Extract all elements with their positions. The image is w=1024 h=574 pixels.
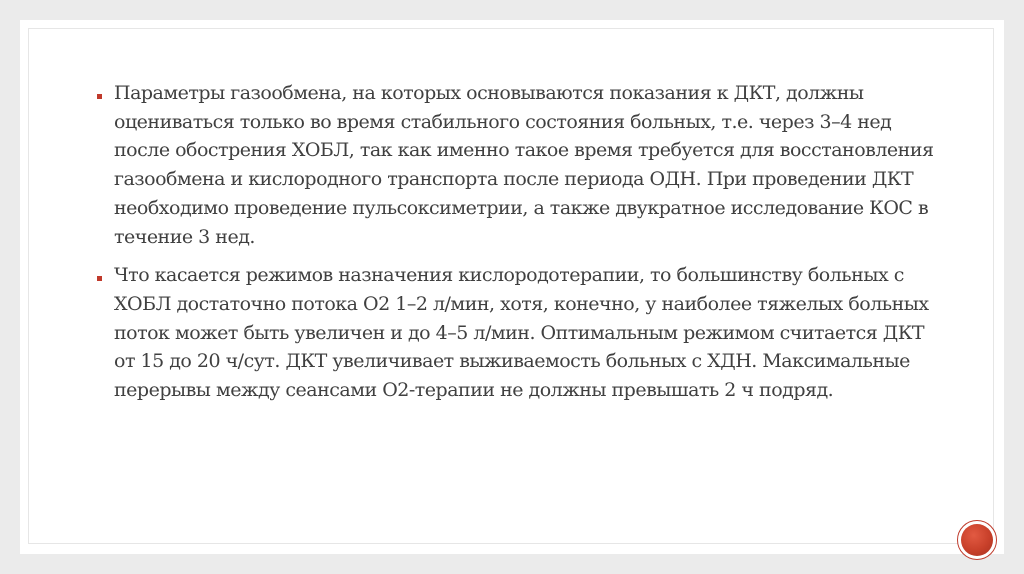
list-item xyxy=(94,261,934,405)
square-bullet-icon xyxy=(97,276,102,281)
bullet-text: Параметры газообмена, на которых основываются показания к ДКТ, должны оцениваться только во время стабильного состояния больных, т.е. через 3–4 нед после обострения ХОБЛ, так как именно такое время требуется для восстановления газообмена и кислородного транспорта после периода ОДН. При проведении ДКТ необходимо проведение пульсоксиметрии, а также двукратное исследование КОС в течение 3 нед. xyxy=(114,82,934,248)
list-item xyxy=(94,79,934,251)
bullet-text: Что касается режимов назначения кислородотерапии, то большинству больных с ХОБЛ достаточно потока О2 1–2 л/мин, хотя, конечно, у наиболее тяжелых больных поток может быть увеличен и до 4–5 л/мин. Оптимальным режимом считается ДКТ от 15 до 20 ч/сут. ДКТ увеличивает выживаемость больных с ХДН. Максимальные перерывы между сеансами О2-терапии не должны превышать 2 ч подряд. xyxy=(114,264,929,402)
red-circle-button-icon xyxy=(961,524,993,556)
next-slide-button[interactable] xyxy=(957,520,997,560)
bullet-list xyxy=(94,79,934,415)
square-bullet-icon xyxy=(97,94,102,99)
